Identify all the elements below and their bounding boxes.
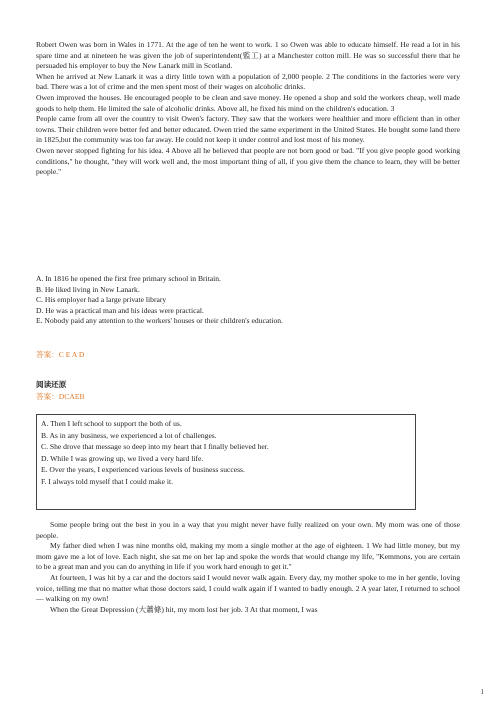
page-number: 1 <box>480 688 484 696</box>
box-option-item: B. As in any business, we experienced a lot of challenges. <box>41 430 217 440</box>
option-item: D. He was a practical man and his ideas were practical. <box>36 305 204 315</box>
box-option-item: F. I always told myself that I could make it. <box>41 476 174 486</box>
options-one-list <box>36 274 460 327</box>
passage-two-paragraph: At fourteen, I was hit by a car and the doctors said I would never walk again. Every day, my mother spoke to me in her gentle, loving voice, telling me that no matter what those doctors said, I could walk again if I wanted to badly enough. 2 A year later, I returned to school — walking on my own! <box>36 572 460 604</box>
passage-two-paragraph: My father died when I was nine months old, making my mom a single mother at the age of eighteen. 1 We had little money, but my mom gave me a lot of love. Each night, she sat me on her lap and spoke the words that would change my life, "Kemmons, you are certain to be a great man and you can do anything in life if you work hard enough to get it." <box>36 541 460 572</box>
options-box <box>36 414 416 510</box>
passage-one-paragraph: Owen never stopped fighting for his idea. 4 Above all he believed that people are not born good or bad. "If you give people good working conditions," he thought, "they will work well and, the most important thing of all, if you give them the chance to learn, they will be better people." <box>36 145 460 177</box>
box-option-item: E. Over the years, I experienced various levels of business success. <box>41 465 245 475</box>
option-item: E. Nobody paid any attention to the workers' houses or their children's education. <box>36 316 283 326</box>
passage-one <box>36 40 460 178</box>
box-option-item: A. Then I left school to support the both of us. <box>41 419 182 428</box>
passage-two-paragraph: Some people bring out the best in you in a way that you might never have fully realized on your own. My mom was one of those people. <box>36 520 460 540</box>
option-item: C. His employer had a large private library <box>36 295 167 305</box>
option-item: B. He liked living in New Lanark. <box>36 284 140 294</box>
passage-one-paragraph: When he arrived at New Lanark it was a dirty little town with a population of 2,000 people. 2 The conditions in the factories were very bad. There was a lot of crime and the men spent most of their wages on alcoholic drinks. <box>36 71 460 92</box>
answer-two: 答案：DCAEB <box>36 392 85 401</box>
passage-one-paragraph: Robert Owen was born in Wales in 1771. At the age of ten he went to work. 1 so Owen was able to educate himself. He read a lot in his spare time and at nineteen he was given the job of superintendent(監工) at a Manchester cotton mill. He was so successful there that he persuaded his employer to buy the New Lanark mill in Scotland. <box>36 40 460 71</box>
passage-one-paragraph: Owen improved the houses. He encouraged people to be clean and save money. He opened a shop and sold the workers cheap, well made goods to help them. He limited the sale of alcoholic drinks. Above all, he fixed his mind on the children's education. 3 <box>36 92 460 113</box>
passage-two-paragraph: When the Great Depression (大蕭條) hit, my mom lost her job. 3 At that moment, I was <box>50 604 318 614</box>
box-option-item: D. While I was growing up, we lived a very hard life. <box>41 453 204 463</box>
passage-one-paragraph: People came from all over the country to visit Owen's factory. They saw that the workers were healthier and more efficient than in other towns. Their children were better fed and better educated. Owen tried the same experiment in the United States. He bought some land there in 1825,but the community was too far away. He could not keep it under control and lost most of his money. <box>36 114 460 145</box>
option-item: A. In 1816 he opened the first free primary school in Britain. <box>36 274 221 283</box>
passage-two <box>36 520 460 615</box>
box-option-item: C. She drove that message so deep into my heart that I finally believed her. <box>41 442 269 452</box>
answer-one: 答案：C E A D <box>36 350 85 359</box>
section-title: 阅读还原 <box>36 380 67 389</box>
